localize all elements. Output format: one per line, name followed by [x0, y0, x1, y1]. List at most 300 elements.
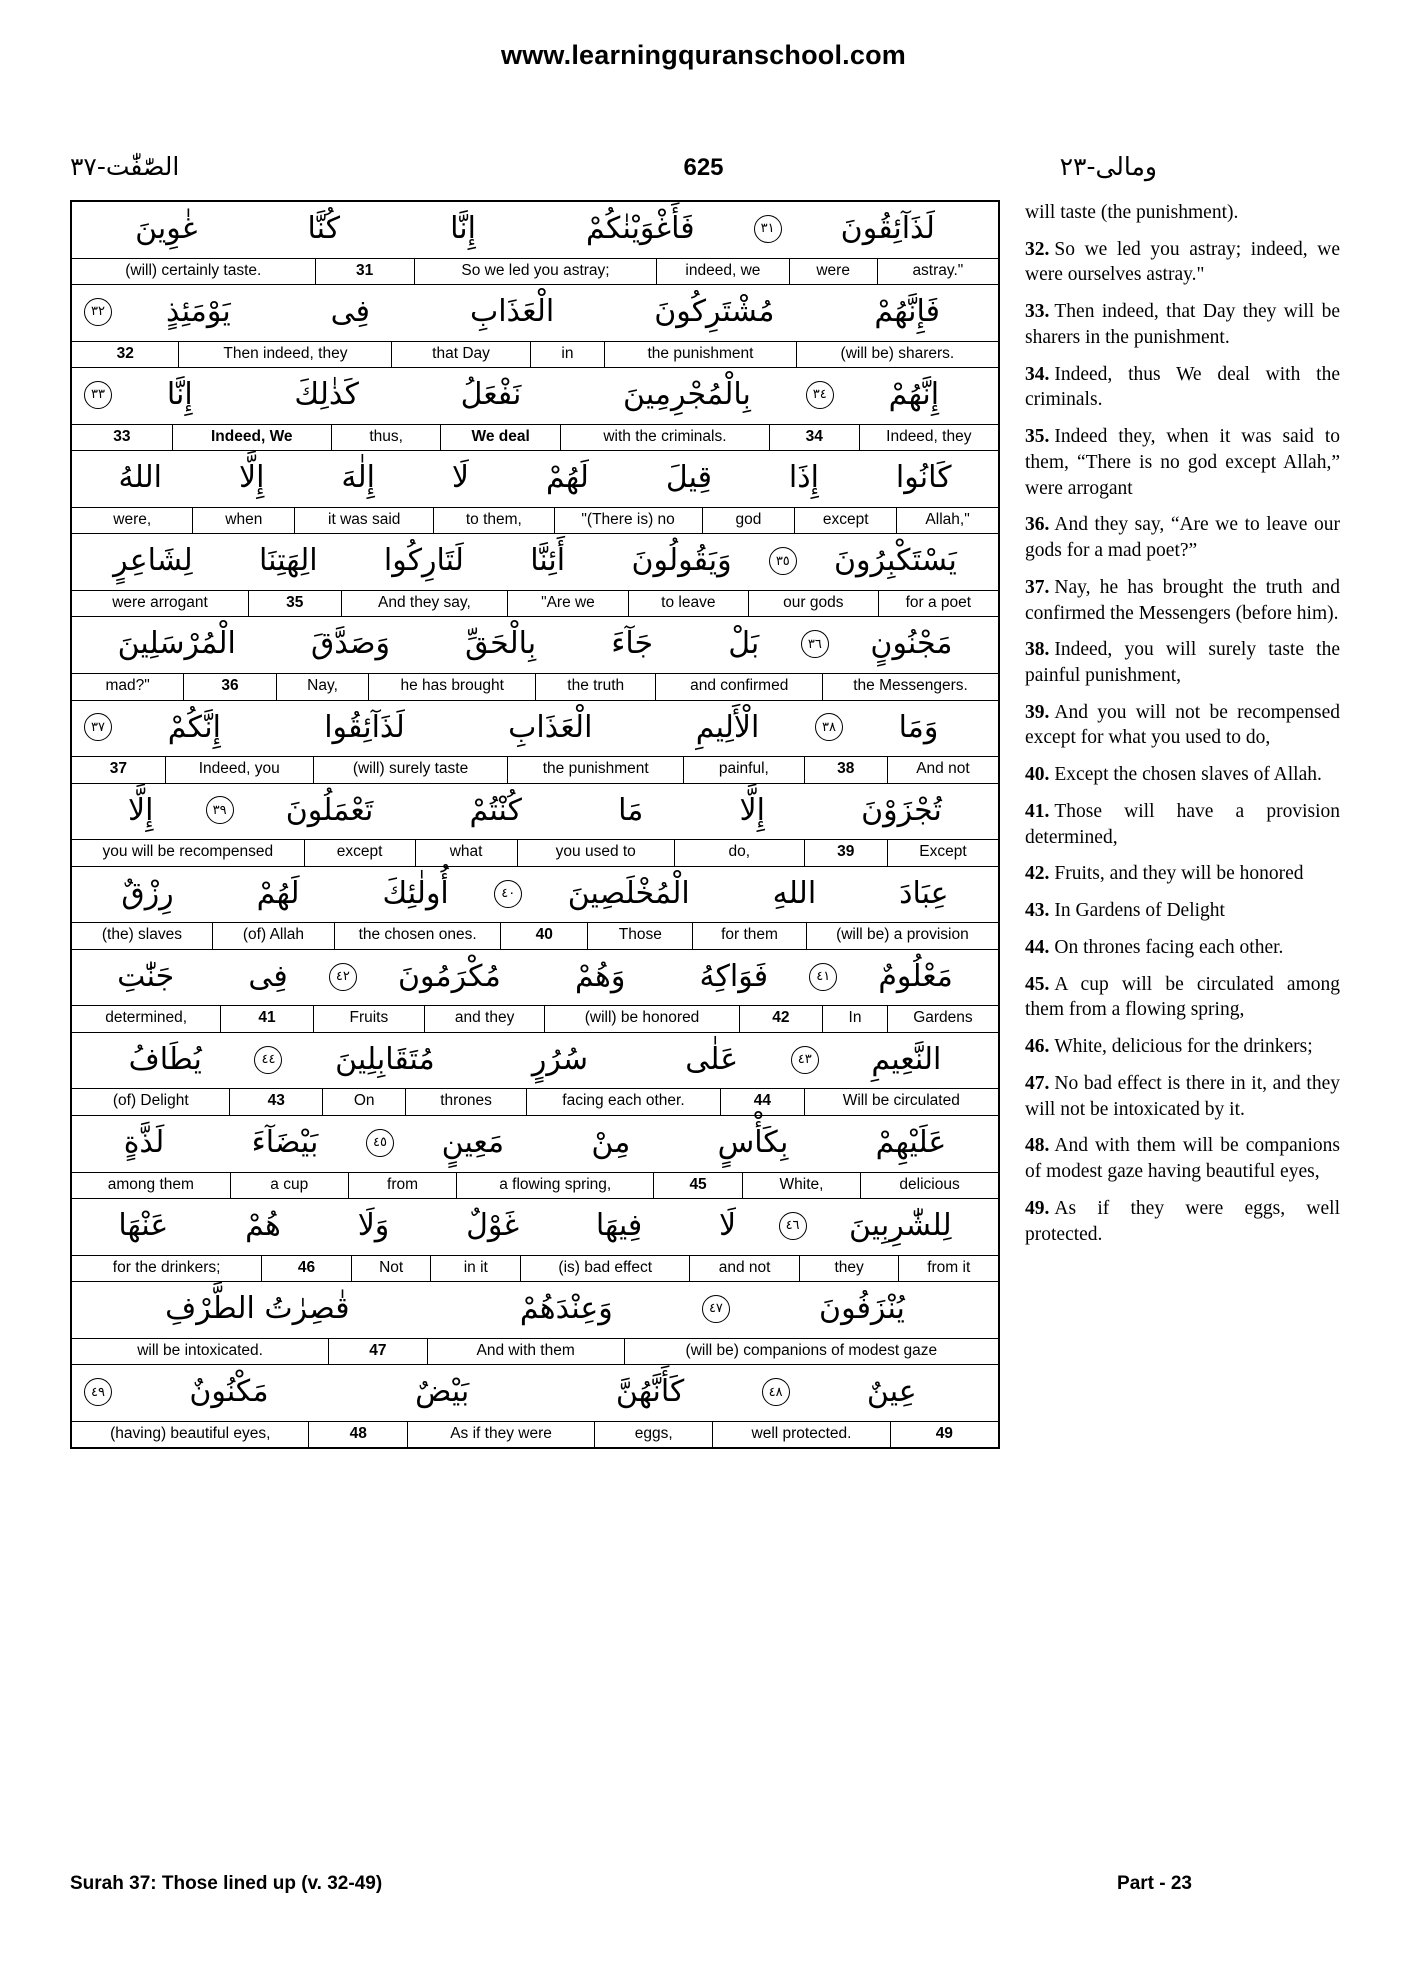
translation-verse: [1025, 1034, 1340, 1060]
gloss-cell: And they say,: [341, 591, 508, 617]
arabic-word: اللهُ: [118, 460, 163, 496]
ayah-number-marker: ٤٠: [494, 880, 522, 908]
arabic-word: نَفْعَلُ: [460, 377, 522, 413]
english-gloss-line: [72, 756, 998, 783]
arabic-word: إِنَّا: [166, 377, 193, 413]
arabic-word: فَأَغْوَيْنٰكُمْ: [585, 211, 695, 246]
arabic-word: لَا: [719, 1208, 737, 1244]
arabic-word: مَا: [618, 792, 644, 828]
arabic-line: [72, 867, 998, 923]
arabic-line: [72, 1116, 998, 1172]
gloss-cell: As if they were: [407, 1422, 594, 1448]
gloss-cell: the punishment: [507, 757, 683, 783]
arabic-word: فَوَاكِهُ: [699, 958, 769, 994]
translation-verse: [1025, 898, 1340, 924]
arabic-word: كُنْتُمْ: [469, 792, 522, 828]
ayah-number-marker: ٣٤: [806, 381, 834, 409]
gloss-cell: thus,: [331, 425, 441, 451]
ayah-number-marker: ٣٨: [815, 713, 843, 741]
gloss-cell: from: [348, 1173, 456, 1199]
gloss-cell: were arrogant: [112, 593, 208, 611]
translation-verse-text: And you will not be recompensed except for what you used to do,: [1025, 701, 1340, 749]
gloss-cell: 33: [113, 427, 131, 445]
translation-verse-text: So we led you astray; indeed, we were ourselves astray.": [1025, 238, 1340, 286]
arabic-word: تَعْمَلُونَ: [285, 792, 374, 828]
arabic-word: كَذٰلِكَ: [294, 377, 359, 413]
verse-row: [72, 1365, 998, 1447]
gloss-cell: (will be) companions of modest gaze: [624, 1339, 998, 1365]
gloss-cell: Indeed, We: [172, 425, 331, 451]
arabic-word: أُولٰئِكَ: [382, 875, 449, 911]
verse-row: [72, 867, 998, 950]
gloss-cell: And with them: [427, 1339, 624, 1365]
arabic-word: غٰوِينَ: [135, 211, 198, 246]
gloss-cell: except: [794, 508, 896, 534]
arabic-word: مَكْنُونٌ: [189, 1374, 269, 1410]
gloss-cell: (will be) sharers.: [796, 342, 998, 368]
gloss-cell: 46: [261, 1256, 351, 1282]
ayah-number-marker: ٤٩: [84, 1378, 112, 1406]
gloss-cell: he has brought: [368, 674, 535, 700]
verse-row: [72, 1282, 998, 1365]
translation-verse: [1025, 799, 1340, 850]
translation-verse: [1025, 237, 1340, 288]
verse-row: [72, 202, 998, 285]
gloss-cell: 44: [720, 1089, 803, 1115]
gloss-cell: indeed, we: [656, 259, 788, 285]
arabic-word: مَعْلُومٌ: [878, 958, 953, 994]
verse-row: [72, 1116, 998, 1199]
arabic-word: بِالْمُجْرِمِينَ: [623, 377, 751, 413]
translation-verse-text: Indeed, you will surely taste the painful punishment,: [1025, 639, 1340, 687]
gloss-cell: what: [415, 840, 517, 866]
translation-verse-number: 49.: [1025, 1197, 1050, 1219]
translation-verse: [1025, 362, 1340, 413]
gloss-cell: We deal: [440, 425, 559, 451]
gloss-cell: except: [304, 840, 415, 866]
translation-verse-number: 45.: [1025, 973, 1050, 995]
arabic-word: عَلَيْهِمْ: [875, 1125, 947, 1161]
translation-verse: [1025, 637, 1340, 688]
translation-verse-text: Indeed, thus We deal with the criminals.: [1025, 363, 1340, 411]
gloss-cell: to leave: [628, 591, 748, 617]
translation-verse: [1025, 424, 1340, 501]
gloss-cell: 40: [500, 923, 587, 949]
arabic-word: وَيَقُولُونَ: [631, 543, 732, 579]
gloss-cell: 47: [328, 1339, 427, 1365]
english-gloss-line: [72, 424, 998, 451]
gloss-cell: and confirmed: [655, 674, 822, 700]
arabic-word: النَّعِيمِ: [871, 1041, 942, 1077]
ayah-number-marker: ٣٥: [769, 547, 797, 575]
gloss-cell: determined,: [105, 1009, 188, 1027]
translation-verse-text: will taste (the punishment).: [1025, 202, 1239, 223]
arabic-word: بَيْضَآءَ: [251, 1125, 319, 1161]
gloss-cell: the chosen ones.: [334, 923, 500, 949]
translation-verse: [1025, 1133, 1340, 1184]
gloss-cell: the Messengers.: [822, 674, 998, 700]
translation-verse: [1025, 972, 1340, 1023]
gloss-cell: White,: [742, 1173, 860, 1199]
translation-verse-text: White, delicious for the drinkers;: [1054, 1036, 1313, 1058]
gloss-cell: 42: [739, 1006, 822, 1032]
arabic-word: لَهُمْ: [545, 460, 589, 496]
gloss-cell: in it: [430, 1256, 520, 1282]
arabic-word: لَذَّةٍ: [123, 1125, 165, 1161]
arabic-word: جَآءَ: [611, 626, 654, 662]
gloss-cell: and not: [689, 1256, 799, 1282]
translation-verse-text: On thrones facing each other.: [1054, 936, 1284, 958]
translation-verse-text: Indeed they, when it was said to them, “There is no god except Allah,” were arrogant: [1025, 426, 1340, 499]
translation-verse-number: 32.: [1025, 238, 1050, 260]
gloss-cell: Indeed, you: [165, 757, 313, 783]
verse-row: [72, 784, 998, 867]
arabic-word: إِنَّهُمْ: [888, 377, 940, 413]
ayah-number-marker: ٣٣: [84, 381, 112, 409]
gloss-cell: So we led you astray;: [414, 259, 657, 285]
translation-verse: [1025, 1196, 1340, 1247]
arabic-word: لِلشّٰرِبِينَ: [848, 1208, 952, 1244]
gloss-cell: 37: [109, 760, 127, 778]
arabic-word: الْأَلِيمِ: [695, 709, 760, 745]
translation-verse-text: Nay, he has brought the truth and confirmed the Messengers (before him).: [1025, 576, 1340, 624]
english-gloss-line: [72, 1005, 998, 1032]
arabic-line: [72, 1365, 998, 1421]
gloss-cell: you used to: [517, 840, 674, 866]
gloss-cell: (will) be honored: [544, 1006, 738, 1032]
english-gloss-line: [72, 1088, 998, 1115]
gloss-cell: Those: [587, 923, 692, 949]
translation-verse-number: 44.: [1025, 936, 1050, 958]
arabic-line: [72, 534, 998, 590]
translation-verse-number: 41.: [1025, 800, 1050, 822]
arabic-line: [72, 1033, 998, 1089]
gloss-cell: from it: [898, 1256, 998, 1282]
gloss-cell: they: [799, 1256, 899, 1282]
gloss-cell: 41: [220, 1006, 313, 1032]
gloss-cell: painful,: [683, 757, 803, 783]
translation-verse-number: 48.: [1025, 1135, 1050, 1157]
arabic-word: فِى: [248, 958, 288, 994]
arabic-word: إِلٰهَ: [341, 460, 375, 496]
english-gloss-line: [72, 1338, 998, 1365]
translation-verse-number: 46.: [1025, 1036, 1050, 1058]
arabic-word: إِلَّا: [238, 460, 265, 496]
arabic-word: إِلَّا: [739, 792, 765, 828]
ayah-number-marker: ٣٢: [84, 298, 112, 326]
arabic-word: وَمَا: [898, 709, 939, 745]
gloss-cell: Except: [887, 840, 998, 866]
juz-name-arabic: ومالى-٢٣: [1059, 152, 1157, 181]
translation-verse-number: 43.: [1025, 900, 1050, 922]
verse-row: [72, 1033, 998, 1116]
gloss-cell: (having) beautiful eyes,: [110, 1424, 271, 1442]
surah-name-arabic: الصّٰفّٰت-٣٧: [70, 152, 180, 181]
verse-row: [72, 617, 998, 700]
translation-verse-text: And they say, “Are we to leave our gods for a mad poet?”: [1025, 514, 1340, 562]
ayah-number-marker: ٤٦: [779, 1212, 807, 1240]
translation-verse-number: 39.: [1025, 701, 1050, 723]
arabic-word: وَلَا: [357, 1208, 390, 1244]
arabic-word: يَوْمَئِذٍ: [165, 294, 231, 330]
english-gloss-line: [72, 590, 998, 617]
arabic-line: [72, 1199, 998, 1255]
gloss-cell: and they: [424, 1006, 544, 1032]
gloss-cell: "Are we: [507, 591, 627, 617]
translation-verse-number: 35.: [1025, 426, 1050, 448]
translation-verse-text: As if they were eggs, well protected.: [1025, 1197, 1340, 1245]
arabic-line: [72, 451, 998, 507]
gloss-cell: (of) Delight: [112, 1092, 189, 1110]
ayah-number-marker: ٤٥: [366, 1129, 394, 1157]
translation-verse-number: 38.: [1025, 639, 1050, 661]
gloss-cell: you will be recompensed: [102, 843, 274, 861]
gloss-cell: Then indeed, they: [178, 342, 391, 368]
gloss-cell: 45: [653, 1173, 742, 1199]
arabic-word: يُنْزَفُونَ: [819, 1291, 905, 1327]
arabic-word: مُكْرَمُونَ: [398, 958, 501, 994]
translation-verse: [1025, 1071, 1340, 1122]
arabic-word: مَجْنُونٍ: [870, 626, 953, 662]
arabic-word: إِلَّا: [128, 792, 154, 828]
translation-verse: [1025, 575, 1340, 626]
gloss-cell: "(There is) no: [554, 508, 702, 534]
arabic-word: هُمْ: [245, 1208, 281, 1244]
gloss-cell: our gods: [748, 591, 878, 617]
gloss-cell: when: [192, 508, 294, 534]
gloss-cell: for the drinkers;: [112, 1258, 221, 1276]
gloss-cell: will be intoxicated.: [137, 1341, 263, 1359]
arabic-word: تُجْزَوْنَ: [861, 792, 942, 828]
arabic-word: لَذَآئِقُوا: [324, 709, 405, 745]
arabic-word: إِنَّا: [450, 211, 476, 246]
gloss-cell: in: [530, 342, 605, 368]
translation-verse: [1025, 512, 1340, 563]
verse-row: [72, 285, 998, 368]
gloss-cell: god: [702, 508, 795, 534]
gloss-cell: a cup: [230, 1173, 348, 1199]
arabic-word: الْمُخْلَصِينَ: [567, 875, 690, 911]
gloss-cell: among them: [107, 1175, 194, 1193]
arabic-line: [72, 950, 998, 1006]
arabic-word: إِنَّكُمْ: [167, 709, 221, 745]
arabic-word: إِذَا: [788, 460, 819, 496]
arabic-word: فَإِنَّهُمْ: [874, 294, 941, 330]
english-gloss-line: [72, 922, 998, 949]
page-number: 625: [683, 154, 724, 181]
arabic-word: سُرُرٍ: [531, 1041, 589, 1077]
page-footer: [70, 1873, 1337, 1903]
translation-verse-text: In Gardens of Delight: [1054, 900, 1225, 922]
arabic-word: مُشْتَرِكُونَ: [654, 294, 775, 330]
arabic-word: غَوْلٌ: [466, 1208, 520, 1244]
translation-verse: [1025, 935, 1340, 961]
verse-row: [72, 701, 998, 784]
arabic-line: [72, 285, 998, 341]
arabic-word: قِيلَ: [665, 460, 712, 496]
ayah-number-marker: ٤٨: [762, 1378, 790, 1406]
gloss-cell: astray.": [877, 259, 998, 285]
gloss-cell: 48: [308, 1422, 407, 1448]
gloss-cell: 39: [804, 840, 887, 866]
english-gloss-line: [72, 1421, 998, 1448]
page-header: [70, 152, 1337, 194]
translation-verse-text: Fruits, and they will be honored: [1054, 863, 1304, 885]
gloss-cell: Not: [351, 1256, 431, 1282]
translation-verse: [1025, 762, 1340, 788]
translation-verse-number: 47.: [1025, 1072, 1050, 1094]
gloss-cell: (is) bad effect: [520, 1256, 689, 1282]
gloss-cell: a flowing spring,: [456, 1173, 653, 1199]
translation-verse-text: A cup will be circulated among them from a flowing spring,: [1025, 973, 1340, 1021]
gloss-cell: delicious: [860, 1173, 998, 1199]
gloss-cell: well protected.: [712, 1422, 889, 1448]
gloss-cell: Will be circulated: [804, 1089, 998, 1115]
english-gloss-line: [72, 673, 998, 700]
word-by-word-grid: [70, 200, 1000, 1449]
gloss-cell: Nay,: [276, 674, 369, 700]
arabic-word: بَيْضٌ: [415, 1374, 470, 1410]
ayah-number-marker: ٤٧: [702, 1295, 730, 1323]
arabic-word: بِالْحَقِّ: [465, 626, 537, 662]
footer-part-label: Part - 23: [1117, 1873, 1192, 1894]
arabic-word: بَلْ: [728, 626, 760, 662]
arabic-line: [72, 617, 998, 673]
arabic-word: عِبَادَ: [899, 875, 949, 911]
gloss-cell: were: [789, 259, 877, 285]
gloss-cell: On: [322, 1089, 405, 1115]
gloss-cell: 38: [804, 757, 887, 783]
gloss-cell: Gardens: [887, 1006, 998, 1032]
ayah-number-marker: ٣١: [754, 215, 782, 243]
arabic-word: رِزْقٌ: [121, 875, 174, 911]
english-gloss-line: [72, 1255, 998, 1282]
translation-verse: [1025, 299, 1340, 350]
gloss-cell: eggs,: [594, 1422, 712, 1448]
arabic-word: لَا: [451, 460, 469, 496]
verse-row: [72, 451, 998, 534]
arabic-word: كَانُوا: [895, 460, 952, 496]
gloss-cell: with the criminals.: [560, 425, 769, 451]
verse-row: [72, 534, 998, 617]
site-url: www.learningquranschool.com: [501, 40, 906, 70]
gloss-cell: that Day: [391, 342, 529, 368]
gloss-cell: 31: [315, 259, 414, 285]
gloss-cell: mad?": [105, 676, 150, 694]
gloss-cell: thrones: [405, 1089, 525, 1115]
arabic-word: كَأَنَّهُنَّ: [615, 1374, 685, 1410]
arabic-word: لَتَارِكُوا: [383, 543, 464, 579]
translation-verse-text: Except the chosen slaves of Allah.: [1054, 764, 1322, 786]
gloss-cell: Fruits: [313, 1006, 424, 1032]
arabic-word: قٰصِرٰتُ الطَّرْفِ: [165, 1291, 350, 1327]
english-gloss-line: [72, 341, 998, 368]
ayah-number-marker: ٤١: [809, 963, 837, 991]
translation-verse-number: 34.: [1025, 363, 1050, 385]
arabic-word: مُتَقَابِلِينَ: [335, 1041, 435, 1077]
translation-verse-text: No bad effect is there in it, and they will not be intoxicated by it.: [1025, 1072, 1340, 1120]
arabic-word: عَنْهَا: [118, 1208, 169, 1244]
gloss-cell: Allah,": [896, 508, 998, 534]
english-gloss-line: [72, 839, 998, 866]
arabic-line: [72, 368, 998, 424]
translation-verse-text: And with them will be companions of modest gaze having beautiful eyes,: [1025, 1135, 1340, 1183]
arabic-word: أَئِنَّا: [530, 543, 566, 579]
ayah-number-marker: ٣٦: [801, 630, 829, 658]
gloss-cell: do,: [674, 840, 804, 866]
arabic-word: وَعِنْدَهُمْ: [519, 1291, 613, 1327]
arabic-line: [72, 1282, 998, 1338]
gloss-cell: In: [822, 1006, 887, 1032]
arabic-word: مَعِينٍ: [441, 1125, 505, 1161]
arabic-word: بِكَأْسٍ: [717, 1125, 789, 1161]
gloss-cell: for a poet: [878, 591, 998, 617]
gloss-cell: it was said: [294, 508, 433, 534]
translation-verse-number: 36.: [1025, 514, 1050, 536]
gloss-cell: Indeed, they: [859, 425, 998, 451]
english-gloss-line: [72, 507, 998, 534]
arabic-line: [72, 202, 998, 258]
gloss-cell: for them: [692, 923, 806, 949]
arabic-word: وَهُمْ: [575, 958, 626, 994]
ayah-number-marker: ٤٣: [791, 1046, 819, 1074]
arabic-word: فِيهَا: [595, 1208, 643, 1244]
arabic-word: يَسْتَكْبِرُونَ: [833, 543, 957, 579]
translation-verse-number: 33.: [1025, 301, 1050, 323]
verse-row: [72, 368, 998, 451]
gloss-cell: the truth: [535, 674, 655, 700]
verse-row: [72, 950, 998, 1033]
arabic-word: جَنّٰتِ: [117, 958, 175, 994]
gloss-cell: 49: [890, 1422, 998, 1448]
ayah-number-marker: ٣٧: [84, 713, 112, 741]
arabic-word: عَلٰى: [685, 1041, 739, 1077]
arabic-word: لَهُمْ: [256, 875, 300, 911]
arabic-word: لَذَآئِقُونَ: [840, 211, 935, 246]
gloss-cell: 32: [116, 344, 134, 362]
arabic-word: لِشَاعِرٍ: [113, 543, 193, 579]
gloss-cell: And not: [887, 757, 998, 783]
gloss-cell: 35: [248, 591, 341, 617]
gloss-cell: were,: [113, 510, 152, 528]
gloss-cell: facing each other.: [526, 1089, 720, 1115]
translation-verse-number: 37.: [1025, 576, 1050, 598]
arabic-word: يُطَافُ: [128, 1041, 202, 1077]
translation-verse-text: Those will have a provision determined,: [1025, 800, 1340, 848]
arabic-word: وَصَدَّقَ: [311, 626, 391, 662]
translation-verse-number: 42.: [1025, 863, 1050, 885]
gloss-cell: 36: [183, 674, 276, 700]
ayah-number-marker: ٣٩: [206, 796, 234, 824]
translation-verse: [1025, 200, 1340, 226]
translation-verse-text: Then indeed, that Day they will be sharers in the punishment.: [1025, 301, 1340, 348]
gloss-cell: (will) surely taste: [313, 757, 507, 783]
gloss-cell: (of) Allah: [212, 923, 334, 949]
ayah-number-marker: ٤٤: [254, 1046, 282, 1074]
verse-row: [72, 1199, 998, 1282]
english-gloss-line: [72, 1172, 998, 1199]
arabic-word: مِنْ: [591, 1125, 631, 1161]
arabic-word: الْمُرْسَلِينَ: [117, 626, 236, 662]
arabic-word: الِهَتِنَا: [259, 543, 318, 579]
arabic-line: [72, 784, 998, 840]
arabic-word: الْعَذَابِ: [508, 709, 593, 745]
arabic-word: الْعَذَابِ: [469, 294, 555, 330]
translation-column: [1025, 200, 1340, 1258]
translation-verse-number: 40.: [1025, 764, 1050, 786]
footer-surah-label: Surah 37: Those lined up (v. 32-49): [70, 1873, 383, 1894]
gloss-cell: to them,: [433, 508, 553, 534]
